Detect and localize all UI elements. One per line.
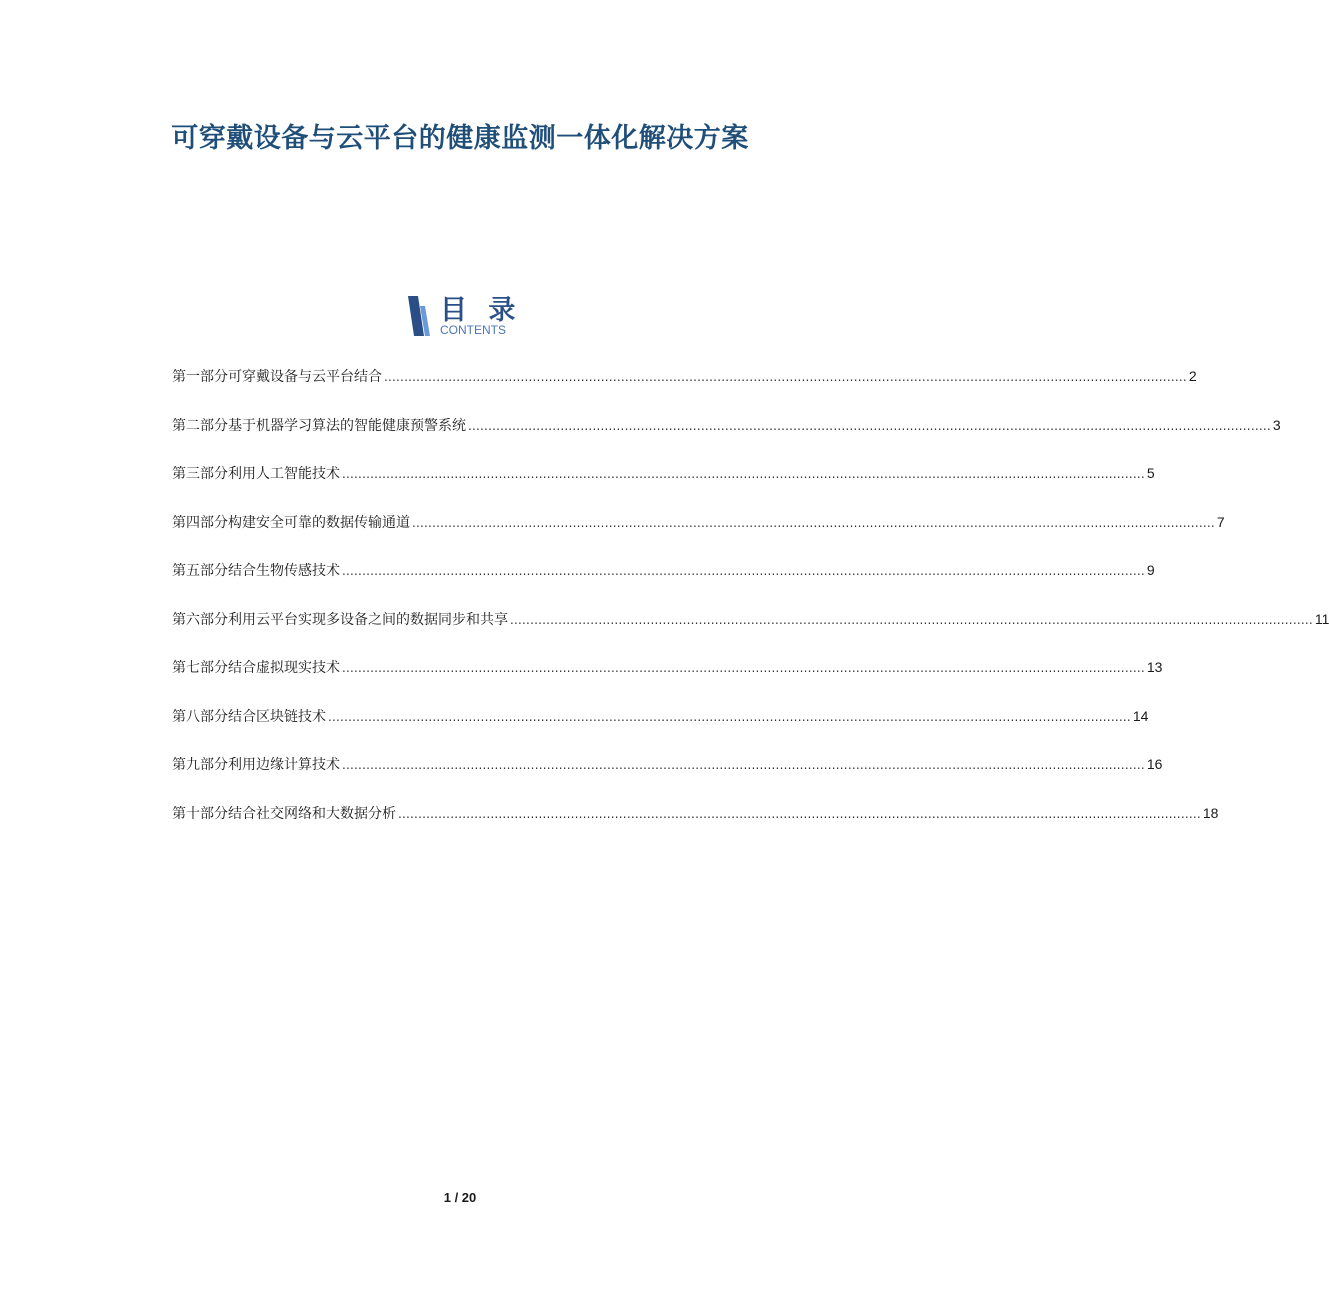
toc-entry-title: 利用人工智能技术 [228,466,340,482]
toc-entry-leader: ........................................................................................................................................................................................................ [468,418,1271,433]
toc-entry-part: 第二部分 [172,417,228,434]
toc-entry-page: 13 [1146,659,1163,675]
toc-entry-title: 利用边缘计算技术 [228,757,340,773]
toc-logo-icon [406,296,432,338]
toc-entry-title: 可穿戴设备与云平台结合 [228,369,382,385]
toc-entry-page: 9 [1146,562,1155,578]
toc-entry-part: 第一部分 [172,369,228,385]
toc-entry-page: 16 [1146,756,1163,772]
toc-entry-leader: ........................................................................................................................................................................................................ [510,612,1313,627]
toc-entry-3[interactable] [172,463,1155,512]
toc-entry-title: 结合虚拟现实技术 [228,660,340,676]
toc-entry-7[interactable] [172,657,1163,706]
toc-entry-part: 第五部分 [172,563,228,579]
toc-entry-6[interactable] [172,609,1329,658]
toc-entry-leader: ........................................................................................................................................................................................................ [398,806,1201,821]
toc-entry-leader: ........................................................................................................................................................................................................ [412,515,1215,530]
toc-entry-page: 3 [1272,416,1281,433]
toc-entry-title: 利用云平台实现多设备之间的数据同步和共享 [228,611,508,628]
toc-subtitle: CONTENTS [440,323,506,337]
toc-entry-leader: ........................................................................................................................................................................................................ [342,467,1145,481]
toc-entry-4[interactable] [172,512,1225,561]
toc-entry-9[interactable] [172,754,1163,803]
toc-entry-10[interactable] [172,803,1219,852]
table-of-contents [172,366,1329,851]
page-indicator: 1 / 20 [443,1190,477,1205]
toc-entry-5[interactable] [172,560,1155,609]
toc-title: 目 录 [440,295,522,326]
toc-entry-part: 第八部分 [172,708,228,725]
toc-entry-title: 构建安全可靠的数据传输通道 [228,514,410,531]
document-title: 可穿戴设备与云平台的健康监测一体化解决方案 [171,123,749,154]
toc-entry-leader: ........................................................................................................................................................................................................ [342,661,1145,675]
toc-entry-page: 11 [1314,610,1329,627]
toc-entry-page: 2 [1188,368,1197,384]
toc-entry-part: 第六部分 [172,611,228,628]
toc-entry-part: 第三部分 [172,466,228,482]
toc-entry-leader: ........................................................................................................................................................................................................ [384,370,1187,384]
toc-entry-leader: ........................................................................................................................................................................................................ [342,758,1145,772]
toc-entry-title: 结合区块链技术 [228,708,326,725]
toc-entry-8[interactable] [172,706,1149,755]
toc-entry-2[interactable] [172,415,1281,464]
toc-entry-title: 结合社交网络和大数据分析 [228,805,396,822]
toc-entry-page: 5 [1146,465,1155,481]
toc-heading-block [406,294,526,340]
toc-entry-part: 第十部分 [172,805,228,822]
toc-entry-leader: ........................................................................................................................................................................................................ [328,709,1131,724]
toc-entry-title: 结合生物传感技术 [228,563,340,579]
toc-entry-1[interactable] [172,366,1197,415]
toc-entry-page: 7 [1216,513,1225,530]
toc-entry-leader: ........................................................................................................................................................................................................ [342,564,1145,578]
toc-entry-page: 18 [1202,804,1219,821]
toc-entry-part: 第七部分 [172,660,228,676]
toc-entry-part: 第九部分 [172,757,228,773]
toc-entry-title: 基于机器学习算法的智能健康预警系统 [228,417,466,434]
toc-entry-page: 14 [1132,707,1149,724]
toc-entry-part: 第四部分 [172,514,228,531]
